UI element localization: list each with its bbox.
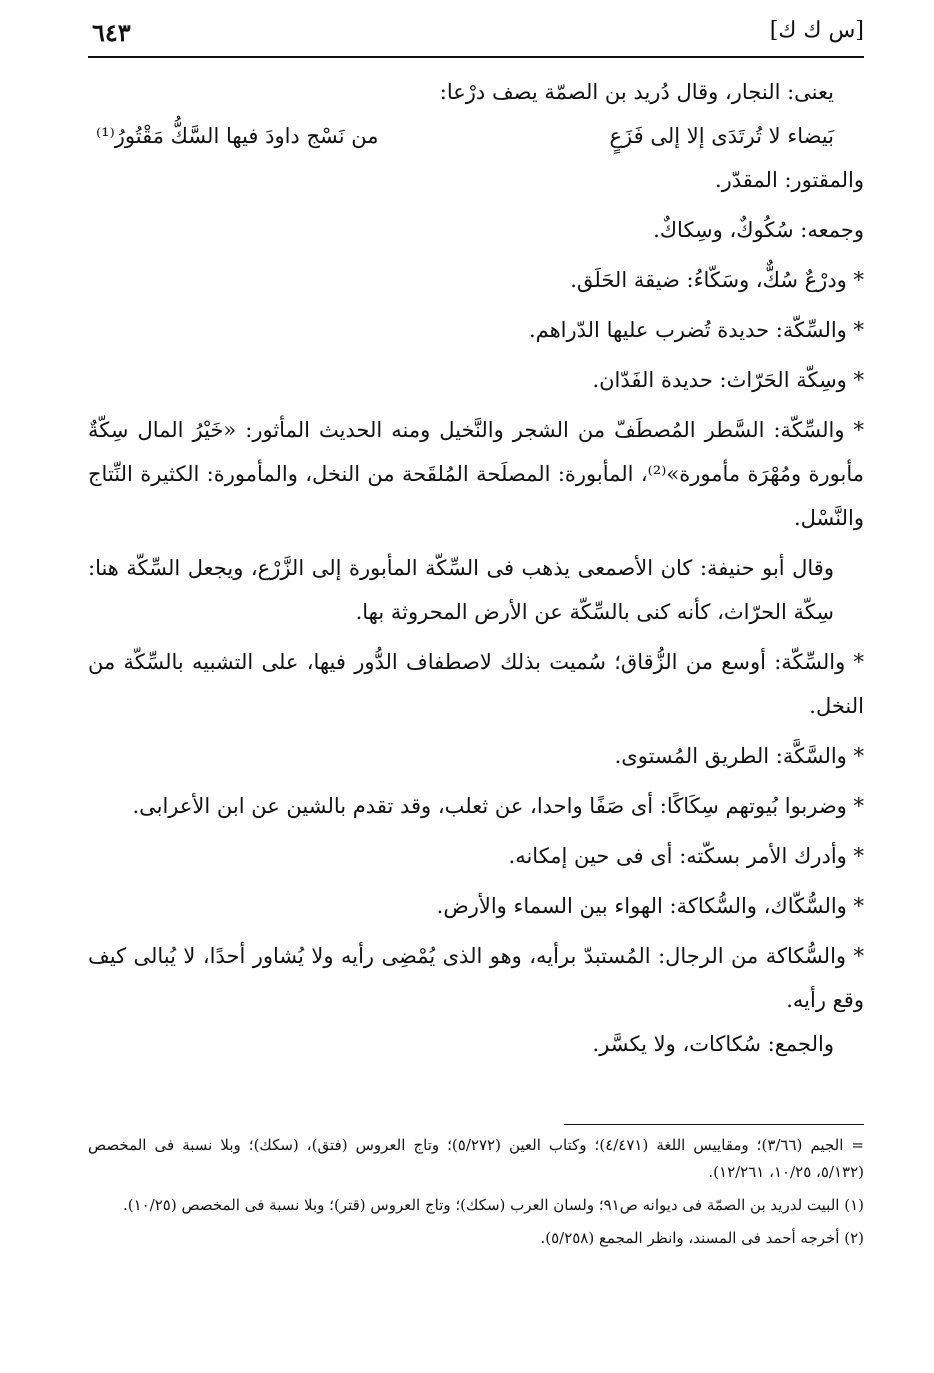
entry: * وسِكّة الحَرّاث: حديدة الفَدّان. bbox=[592, 368, 864, 392]
entry: * وضربوا بُيوتهم سِكَاكًا: أى صَفًا واحدا، عن ثعلب، وقد تقدم بالشين عن ابن الأعرابى. bbox=[132, 794, 864, 818]
footnote-2: (٢) أخرجه أحمد فى المسند، وانظر المجمع (٥/٢٥٨). bbox=[540, 1229, 864, 1247]
entry: * والسَّكَّة: الطريق المُستوى. bbox=[614, 744, 864, 768]
footnote-continuation: = الجيم (٣/٦٦)؛ ومقاييس اللغة (٤/٤٧١)؛ وكتاب العين (٥/٢٧٢)؛ وتاج العروس (فتق)، (سكك)؛ وبلا نسبة فى المخصص (٥/١٣٢، ١٠/٢٥، ١٢/٢٦١). bbox=[88, 1136, 864, 1181]
paragraph: يعنى: النجار، وقال دُريد بن الصمّة يصف درْعا: bbox=[439, 80, 834, 104]
footnote-1: (١) البيت لدريد بن الصمّة فى ديوانه ص٩١؛ ولسان العرب (سكك)؛ وتاج العروس (قتر)؛ وبلا نسبة فى المخصص (١٠/٢٥). bbox=[122, 1196, 864, 1214]
paragraph: وجمعه: سُكُوكٌ، وسِكاكٌ. bbox=[653, 218, 864, 242]
verse-line bbox=[88, 114, 864, 158]
main-text bbox=[88, 70, 864, 1066]
entry: * والسُّكّاك، والسُّكاكة: الهواء بين السماء والأرض. bbox=[436, 894, 864, 918]
entry: * والسُّكاكة من الرجال: المُستبدّ برأيه، وهو الذى يُمْضِى رأيه ولا يُشاور أحدًا، لا يُبالى كيف وقع رأيه. bbox=[88, 944, 864, 1012]
entry: * ودرْعٌ سُكٌّ، وسَكّاءُ: ضيقة الحَلَق. bbox=[570, 268, 864, 292]
verse-first-hemistich: بَيضاء لا تُرتَدَى إلا إلى فَزَعٍ bbox=[609, 124, 834, 148]
footnotes bbox=[88, 1132, 864, 1258]
verse-second-hemistich: من نَسْج داودَ فيها السَّكُّ مَقْتُورُ⁽¹⁾ bbox=[96, 124, 379, 148]
paragraph: والجمع: سُكاكات، ولا يكسَّر. bbox=[592, 1032, 834, 1056]
header-rule bbox=[88, 56, 864, 58]
page-number: ٦٤٣ bbox=[92, 18, 131, 47]
root-label: [س ك ك] bbox=[769, 18, 864, 43]
footnote-rule bbox=[564, 1124, 864, 1125]
entry: * وأدرك الأمر بسكّته: أى فى حين إمكانه. bbox=[508, 844, 864, 868]
running-header bbox=[88, 18, 864, 54]
entry: * والسِّكّة: السَّطر المُصطَفّ من الشجر والنَّخيل ومنه الحديث المأثور: «خَيْرُ المال سِكّةٌ مأبورة ومُهْرَة مأمورة»⁽²⁾، المأبورة: المصلَحة المُلقَحة من النخل، والمأمورة: الكثيرة النِّتاج والنَّسْل. bbox=[88, 418, 864, 530]
entry: * والسِّكّة: أوسع من الزُّقاق؛ سُميت بذلك لاصطفاف الدُّور فيها، على التشبيه بالسِّكّة من النخل. bbox=[88, 650, 864, 718]
paragraph: وقال أبو حنيفة: كان الأصمعى يذهب فى السِّكّة المأبورة إلى الزَّرْع، ويجعل السِّكّة هنا: سِكّة الحرّاث، كأنه كنى بالسِّكّة عن الأرض المحروثة بها. bbox=[88, 556, 834, 624]
entry: * والسِّكّة: حديدة تُضرب عليها الدّراهم. bbox=[528, 318, 864, 342]
paragraph: والمقتور: المقدّر. bbox=[714, 168, 864, 192]
